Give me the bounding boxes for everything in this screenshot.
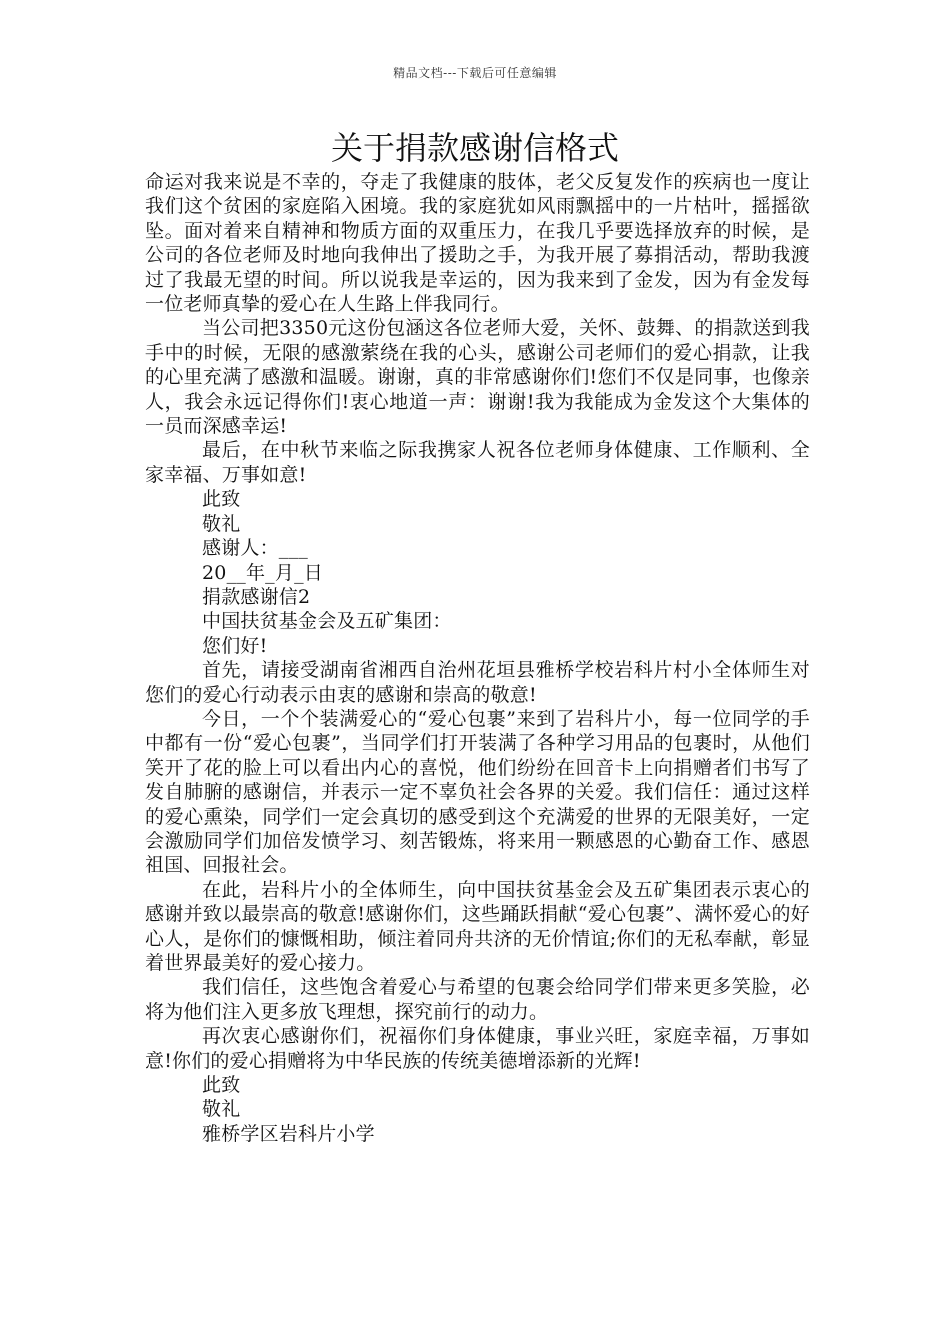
salutation-line: 此致: [202, 1074, 241, 1097]
greeting-line: 您们好!: [202, 634, 268, 657]
signer-line: 雅桥学区岩科片小学: [202, 1122, 375, 1145]
letter-2-heading: 捐款感谢信2: [202, 585, 311, 608]
salutation-line: 敬礼: [202, 512, 241, 535]
salutation-line: 敬礼: [202, 1098, 241, 1121]
paragraph-closing-wish: 最后，在中秋节来临之际我携家人祝各位老师身体健康、工作顺利、全家幸福、万事如意!: [145, 439, 810, 486]
header-note: 精品文档---下载后可任意编辑: [393, 66, 557, 80]
date-line: 20__年_月_日: [202, 561, 323, 584]
document-body: [145, 170, 810, 1146]
paragraph-intro: 命运对我来说是不幸的，夺走了我健康的肢体，老父反复发作的疾病也一度让我们这个贫困的家庭陷入困境。我的家庭犹如风雨飘摇中的一片枯叶，摇摇欲坠。面对着来自精神和物质方面的双重压力，在我几乎要选择放弃的时候，是公司的各位老师及时地向我伸出了援助之手，为我开展了募捐活动，帮助我渡过了我最无望的时间。所以说我是幸运的，因为我来到了金发，因为有金发每一位老师真挚的爱心在人生路上伴我同行。: [145, 171, 810, 316]
paragraph-packages: 今日，一个个装满爱心的“爱心包裹”来到了岩科片小，每一位同学的手中都有一份“爱心包裹”，当同学们打开装满了各种学习用品的包裹时，从他们笑开了花的脸上可以看出内心的喜悦，他们纷纷在回音卡上向捐赠者们书写了发自肺腑的感谢信，并表示一定不辜负社会各界的关爱。我们信任：通过这样的爱心熏染，同学们一定会真切的感受到这个充满爱的世界的无限美好，一定会激励同学们加倍发愤学习、刻苦锻炼，将来用一颗感恩的心勤奋工作、感恩祖国、回报社会。: [145, 707, 810, 877]
paragraph-gratitude: 在此，岩科片小的全体师生，向中国扶贫基金会及五矿集团表示衷心的感谢并致以最崇高的敬意!感谢你们，这些踊跃捐献“爱心包裹”、满怀爱心的好心人，是你们的慷慨相助，倾注着同舟共济的无价情谊;你们的无私奉献，彰显着世界最美好的爱心接力。: [145, 878, 810, 974]
signer-line: 感谢人：___: [202, 537, 308, 560]
recipient-line: 中国扶贫基金会及五矿集团：: [202, 610, 452, 633]
paragraph-hope: 我们信任，这些饱含着爱心与希望的包裹会给同学们带来更多笑脸，必将为他们注入更多放飞理想，探究前行的动力。: [145, 976, 810, 1023]
paragraph-thanks: 首先，请接受湖南省湘西自治州花垣县雅桥学校岩科片村小全体师生对您们的爱心行动表示由衷的感谢和崇高的敬意!: [145, 659, 810, 706]
paragraph-blessing: 再次衷心感谢你们，祝福你们身体健康，事业兴旺，家庭幸福，万事如意!你们的爱心捐赠将为中华民族的传统美德增添新的光辉!: [145, 1025, 810, 1072]
salutation-line: 此致: [202, 488, 241, 511]
paragraph-donation: 当公司把3350元这份包涵这各位老师大爱，关怀、鼓舞、的捐款送到我手中的时候，无限的感激萦绕在我的心头，感谢公司老师们的爱心捐款，让我的心里充满了感激和温暖。谢谢，真的非常感谢你们!您们不仅是同事，也像亲人，我会永远记得你们!衷心地道一声：谢谢!我为我能成为金发这个大集体的一员而深感幸运!: [145, 317, 810, 438]
document-title: 关于捐款感谢信格式: [330, 129, 619, 167]
